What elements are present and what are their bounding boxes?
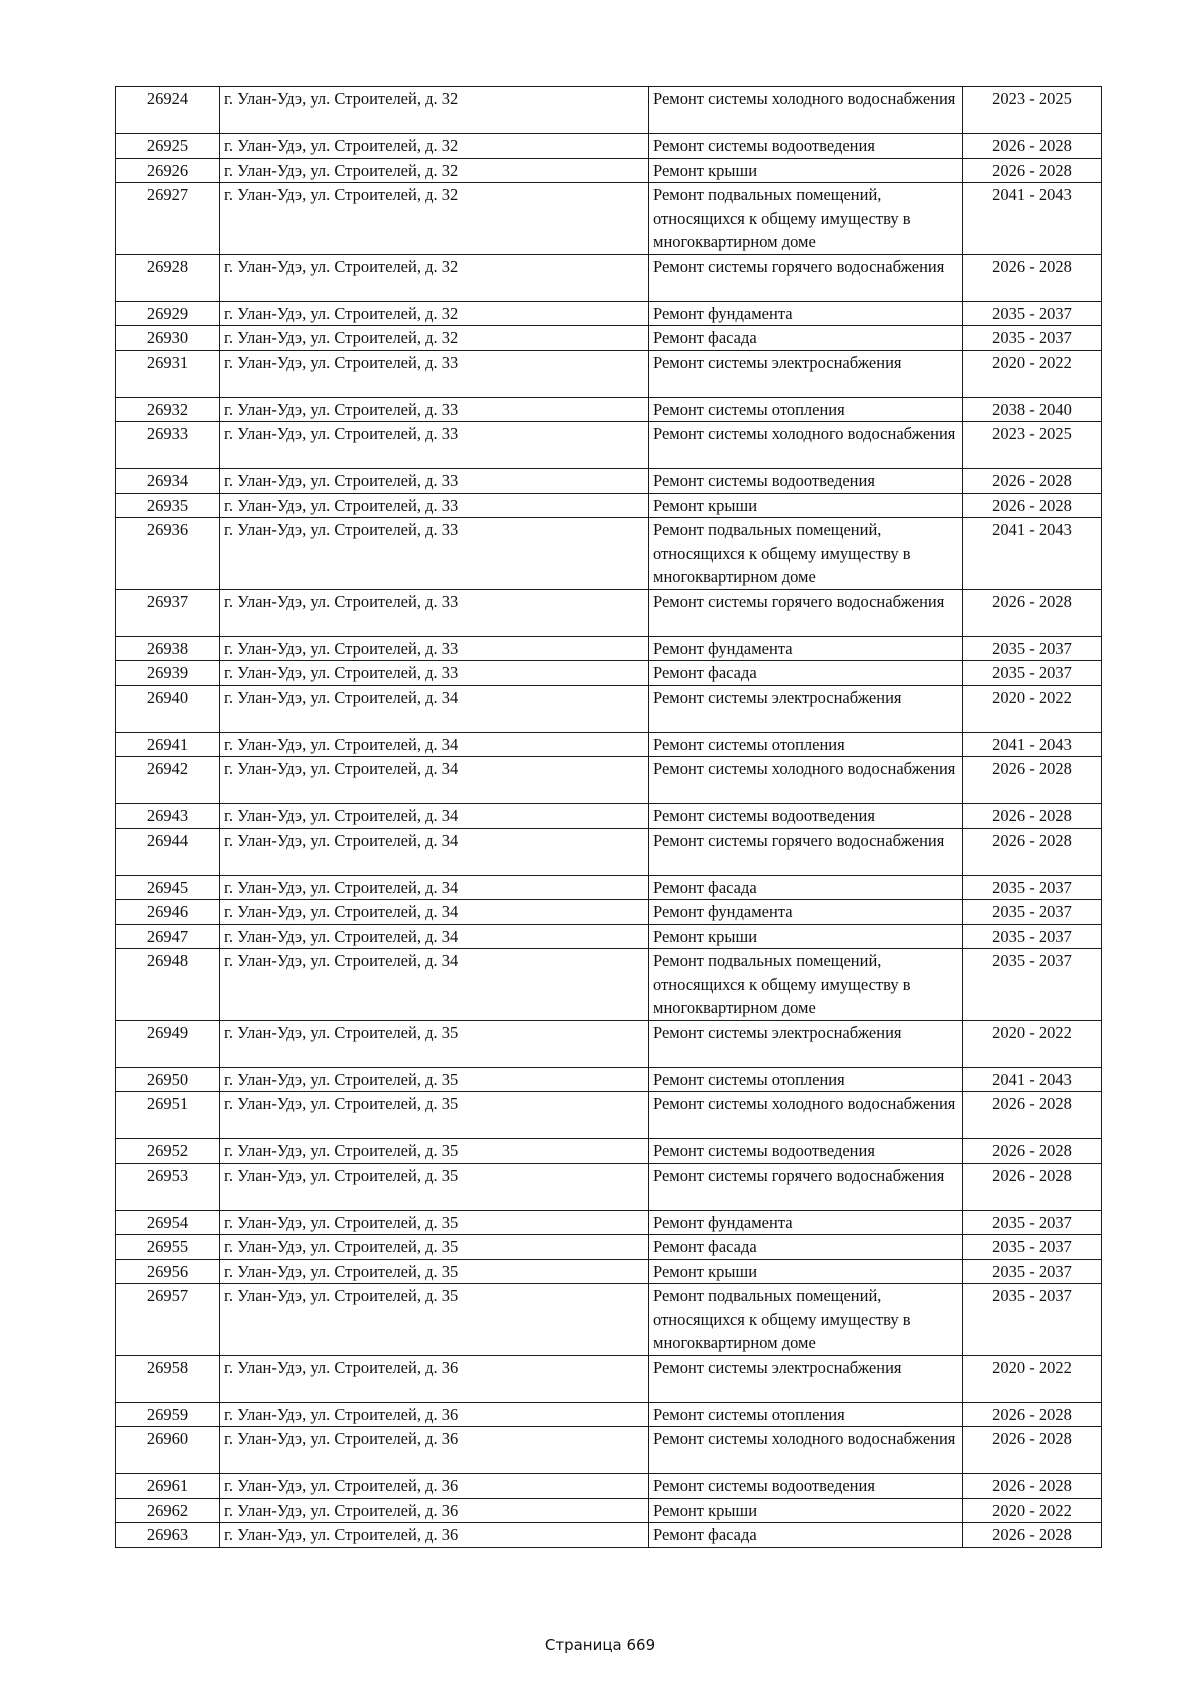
period-cell: 2023 - 2025 xyxy=(963,422,1102,469)
work-type-cell: Ремонт системы отопления xyxy=(649,397,963,422)
table-row xyxy=(116,422,1102,469)
row-number-cell: 26951 xyxy=(116,1092,220,1139)
table-row xyxy=(116,1092,1102,1139)
work-type-cell: Ремонт системы холодного водоснабжения xyxy=(649,87,963,134)
row-number-cell: 26925 xyxy=(116,134,220,159)
work-type-cell: Ремонт фундамента xyxy=(649,900,963,925)
period-cell: 2035 - 2037 xyxy=(963,949,1102,1021)
row-number-cell: 26928 xyxy=(116,254,220,301)
period-cell: 2020 - 2022 xyxy=(963,1498,1102,1523)
address-cell: г. Улан-Удэ, ул. Строителей, д. 35 xyxy=(220,1259,649,1284)
period-cell: 2041 - 2043 xyxy=(963,183,1102,255)
repair-schedule-table xyxy=(115,86,1102,1548)
period-cell: 2026 - 2028 xyxy=(963,1092,1102,1139)
table-row xyxy=(116,87,1102,134)
period-cell: 2026 - 2028 xyxy=(963,254,1102,301)
period-cell: 2035 - 2037 xyxy=(963,1235,1102,1260)
table-row xyxy=(116,1067,1102,1092)
address-cell: г. Улан-Удэ, ул. Строителей, д. 35 xyxy=(220,1139,649,1164)
row-number-cell: 26952 xyxy=(116,1139,220,1164)
address-cell: г. Улан-Удэ, ул. Строителей, д. 33 xyxy=(220,589,649,636)
table-row xyxy=(116,900,1102,925)
row-number-cell: 26962 xyxy=(116,1498,220,1523)
address-cell: г. Улан-Удэ, ул. Строителей, д. 32 xyxy=(220,183,649,255)
work-type-cell: Ремонт системы электроснабжения xyxy=(649,685,963,732)
work-type-cell: Ремонт подвальных помещений, относящихся к общему имуществу в многоквартирном доме xyxy=(649,183,963,255)
period-cell: 2026 - 2028 xyxy=(963,1163,1102,1210)
row-number-cell: 26948 xyxy=(116,949,220,1021)
row-number-cell: 26943 xyxy=(116,804,220,829)
address-cell: г. Улан-Удэ, ул. Строителей, д. 33 xyxy=(220,397,649,422)
row-number-cell: 26957 xyxy=(116,1284,220,1356)
address-cell: г. Улан-Удэ, ул. Строителей, д. 34 xyxy=(220,685,649,732)
period-cell: 2035 - 2037 xyxy=(963,1259,1102,1284)
table-row xyxy=(116,183,1102,255)
table-row xyxy=(116,732,1102,757)
work-type-cell: Ремонт системы горячего водоснабжения xyxy=(649,589,963,636)
work-type-cell: Ремонт крыши xyxy=(649,493,963,518)
table-row xyxy=(116,661,1102,686)
work-type-cell: Ремонт крыши xyxy=(649,1498,963,1523)
row-number-cell: 26938 xyxy=(116,636,220,661)
work-type-cell: Ремонт системы водоотведения xyxy=(649,134,963,159)
period-cell: 2035 - 2037 xyxy=(963,900,1102,925)
address-cell: г. Улан-Удэ, ул. Строителей, д. 36 xyxy=(220,1474,649,1499)
row-number-cell: 26963 xyxy=(116,1523,220,1548)
address-cell: г. Улан-Удэ, ул. Строителей, д. 36 xyxy=(220,1355,649,1402)
address-cell: г. Улан-Удэ, ул. Строителей, д. 35 xyxy=(220,1284,649,1356)
period-cell: 2026 - 2028 xyxy=(963,757,1102,804)
row-number-cell: 26936 xyxy=(116,518,220,590)
table-row xyxy=(116,1020,1102,1067)
period-cell: 2035 - 2037 xyxy=(963,1284,1102,1356)
table-row xyxy=(116,636,1102,661)
period-cell: 2026 - 2028 xyxy=(963,493,1102,518)
table-row xyxy=(116,1139,1102,1164)
address-cell: г. Улан-Удэ, ул. Строителей, д. 35 xyxy=(220,1210,649,1235)
address-cell: г. Улан-Удэ, ул. Строителей, д. 33 xyxy=(220,422,649,469)
address-cell: г. Улан-Удэ, ул. Строителей, д. 32 xyxy=(220,326,649,351)
row-number-cell: 26960 xyxy=(116,1427,220,1474)
row-number-cell: 26958 xyxy=(116,1355,220,1402)
address-cell: г. Улан-Удэ, ул. Строителей, д. 33 xyxy=(220,493,649,518)
work-type-cell: Ремонт фундамента xyxy=(649,1210,963,1235)
address-cell: г. Улан-Удэ, ул. Строителей, д. 32 xyxy=(220,134,649,159)
work-type-cell: Ремонт системы отопления xyxy=(649,1067,963,1092)
work-type-cell: Ремонт системы отопления xyxy=(649,1402,963,1427)
address-cell: г. Улан-Удэ, ул. Строителей, д. 33 xyxy=(220,518,649,590)
table-row xyxy=(116,134,1102,159)
table-row xyxy=(116,158,1102,183)
work-type-cell: Ремонт системы электроснабжения xyxy=(649,350,963,397)
table-body xyxy=(116,87,1102,1548)
address-cell: г. Улан-Удэ, ул. Строителей, д. 34 xyxy=(220,757,649,804)
table-row xyxy=(116,828,1102,875)
work-type-cell: Ремонт системы холодного водоснабжения xyxy=(649,1092,963,1139)
work-type-cell: Ремонт фундамента xyxy=(649,301,963,326)
table-row xyxy=(116,875,1102,900)
table-row xyxy=(116,254,1102,301)
table-row xyxy=(116,924,1102,949)
period-cell: 2023 - 2025 xyxy=(963,87,1102,134)
address-cell: г. Улан-Удэ, ул. Строителей, д. 33 xyxy=(220,661,649,686)
period-cell: 2035 - 2037 xyxy=(963,636,1102,661)
period-cell: 2020 - 2022 xyxy=(963,685,1102,732)
address-cell: г. Улан-Удэ, ул. Строителей, д. 35 xyxy=(220,1092,649,1139)
work-type-cell: Ремонт фасада xyxy=(649,1523,963,1548)
period-cell: 2026 - 2028 xyxy=(963,134,1102,159)
table-row xyxy=(116,1498,1102,1523)
table-row xyxy=(116,397,1102,422)
period-cell: 2041 - 2043 xyxy=(963,518,1102,590)
work-type-cell: Ремонт подвальных помещений, относящихся к общему имуществу в многоквартирном доме xyxy=(649,518,963,590)
period-cell: 2035 - 2037 xyxy=(963,661,1102,686)
period-cell: 2038 - 2040 xyxy=(963,397,1102,422)
work-type-cell: Ремонт фасада xyxy=(649,326,963,351)
row-number-cell: 26927 xyxy=(116,183,220,255)
period-cell: 2035 - 2037 xyxy=(963,301,1102,326)
row-number-cell: 26956 xyxy=(116,1259,220,1284)
row-number-cell: 26932 xyxy=(116,397,220,422)
table-row xyxy=(116,589,1102,636)
table-row xyxy=(116,1355,1102,1402)
work-type-cell: Ремонт системы водоотведения xyxy=(649,804,963,829)
table-row xyxy=(116,469,1102,494)
table-row xyxy=(116,685,1102,732)
table-row xyxy=(116,518,1102,590)
period-cell: 2026 - 2028 xyxy=(963,1474,1102,1499)
address-cell: г. Улан-Удэ, ул. Строителей, д. 33 xyxy=(220,636,649,661)
address-cell: г. Улан-Удэ, ул. Строителей, д. 36 xyxy=(220,1523,649,1548)
address-cell: г. Улан-Удэ, ул. Строителей, д. 34 xyxy=(220,924,649,949)
address-cell: г. Улан-Удэ, ул. Строителей, д. 35 xyxy=(220,1163,649,1210)
table-row xyxy=(116,350,1102,397)
row-number-cell: 26934 xyxy=(116,469,220,494)
row-number-cell: 26945 xyxy=(116,875,220,900)
address-cell: г. Улан-Удэ, ул. Строителей, д. 36 xyxy=(220,1498,649,1523)
work-type-cell: Ремонт системы холодного водоснабжения xyxy=(649,757,963,804)
work-type-cell: Ремонт системы водоотведения xyxy=(649,1474,963,1499)
period-cell: 2035 - 2037 xyxy=(963,875,1102,900)
table-row xyxy=(116,804,1102,829)
row-number-cell: 26929 xyxy=(116,301,220,326)
address-cell: г. Улан-Удэ, ул. Строителей, д. 34 xyxy=(220,875,649,900)
work-type-cell: Ремонт системы водоотведения xyxy=(649,469,963,494)
address-cell: г. Улан-Удэ, ул. Строителей, д. 34 xyxy=(220,949,649,1021)
table-row xyxy=(116,1523,1102,1548)
table-row xyxy=(116,493,1102,518)
row-number-cell: 26959 xyxy=(116,1402,220,1427)
period-cell: 2020 - 2022 xyxy=(963,1355,1102,1402)
work-type-cell: Ремонт подвальных помещений, относящихся к общему имуществу в многоквартирном доме xyxy=(649,949,963,1021)
table-row xyxy=(116,1474,1102,1499)
address-cell: г. Улан-Удэ, ул. Строителей, д. 32 xyxy=(220,158,649,183)
row-number-cell: 26935 xyxy=(116,493,220,518)
work-type-cell: Ремонт подвальных помещений, относящихся к общему имуществу в многоквартирном доме xyxy=(649,1284,963,1356)
period-cell: 2035 - 2037 xyxy=(963,1210,1102,1235)
row-number-cell: 26933 xyxy=(116,422,220,469)
work-type-cell: Ремонт системы горячего водоснабжения xyxy=(649,1163,963,1210)
work-type-cell: Ремонт системы электроснабжения xyxy=(649,1355,963,1402)
work-type-cell: Ремонт системы электроснабжения xyxy=(649,1020,963,1067)
address-cell: г. Улан-Удэ, ул. Строителей, д. 34 xyxy=(220,900,649,925)
address-cell: г. Улан-Удэ, ул. Строителей, д. 32 xyxy=(220,87,649,134)
address-cell: г. Улан-Удэ, ул. Строителей, д. 35 xyxy=(220,1067,649,1092)
table-row xyxy=(116,301,1102,326)
row-number-cell: 26931 xyxy=(116,350,220,397)
address-cell: г. Улан-Удэ, ул. Строителей, д. 32 xyxy=(220,254,649,301)
period-cell: 2026 - 2028 xyxy=(963,804,1102,829)
row-number-cell: 26950 xyxy=(116,1067,220,1092)
row-number-cell: 26946 xyxy=(116,900,220,925)
row-number-cell: 26930 xyxy=(116,326,220,351)
table-row xyxy=(116,1259,1102,1284)
work-type-cell: Ремонт фасада xyxy=(649,661,963,686)
address-cell: г. Улан-Удэ, ул. Строителей, д. 34 xyxy=(220,804,649,829)
address-cell: г. Улан-Удэ, ул. Строителей, д. 36 xyxy=(220,1427,649,1474)
period-cell: 2041 - 2043 xyxy=(963,732,1102,757)
period-cell: 2026 - 2028 xyxy=(963,1139,1102,1164)
row-number-cell: 26953 xyxy=(116,1163,220,1210)
table-row xyxy=(116,1235,1102,1260)
period-cell: 2026 - 2028 xyxy=(963,1427,1102,1474)
table-row xyxy=(116,1284,1102,1356)
period-cell: 2020 - 2022 xyxy=(963,1020,1102,1067)
table-row xyxy=(116,326,1102,351)
work-type-cell: Ремонт системы холодного водоснабжения xyxy=(649,1427,963,1474)
table-row xyxy=(116,1163,1102,1210)
period-cell: 2041 - 2043 xyxy=(963,1067,1102,1092)
period-cell: 2020 - 2022 xyxy=(963,350,1102,397)
work-type-cell: Ремонт системы горячего водоснабжения xyxy=(649,828,963,875)
row-number-cell: 26955 xyxy=(116,1235,220,1260)
period-cell: 2026 - 2028 xyxy=(963,1523,1102,1548)
row-number-cell: 26949 xyxy=(116,1020,220,1067)
table-row xyxy=(116,949,1102,1021)
address-cell: г. Улан-Удэ, ул. Строителей, д. 35 xyxy=(220,1235,649,1260)
address-cell: г. Улан-Удэ, ул. Строителей, д. 34 xyxy=(220,828,649,875)
row-number-cell: 26942 xyxy=(116,757,220,804)
work-type-cell: Ремонт системы холодного водоснабжения xyxy=(649,422,963,469)
row-number-cell: 26940 xyxy=(116,685,220,732)
period-cell: 2026 - 2028 xyxy=(963,828,1102,875)
work-type-cell: Ремонт фасада xyxy=(649,875,963,900)
table-row xyxy=(116,1427,1102,1474)
period-cell: 2035 - 2037 xyxy=(963,924,1102,949)
period-cell: 2026 - 2028 xyxy=(963,589,1102,636)
work-type-cell: Ремонт системы водоотведения xyxy=(649,1139,963,1164)
work-type-cell: Ремонт фасада xyxy=(649,1235,963,1260)
row-number-cell: 26961 xyxy=(116,1474,220,1499)
address-cell: г. Улан-Удэ, ул. Строителей, д. 35 xyxy=(220,1020,649,1067)
row-number-cell: 26926 xyxy=(116,158,220,183)
row-number-cell: 26954 xyxy=(116,1210,220,1235)
work-type-cell: Ремонт крыши xyxy=(649,158,963,183)
address-cell: г. Улан-Удэ, ул. Строителей, д. 33 xyxy=(220,469,649,494)
row-number-cell: 26944 xyxy=(116,828,220,875)
table-row xyxy=(116,1402,1102,1427)
table-row xyxy=(116,757,1102,804)
address-cell: г. Улан-Удэ, ул. Строителей, д. 33 xyxy=(220,350,649,397)
address-cell: г. Улан-Удэ, ул. Строителей, д. 34 xyxy=(220,732,649,757)
period-cell: 2026 - 2028 xyxy=(963,1402,1102,1427)
work-type-cell: Ремонт системы отопления xyxy=(649,732,963,757)
work-type-cell: Ремонт фундамента xyxy=(649,636,963,661)
period-cell: 2026 - 2028 xyxy=(963,158,1102,183)
row-number-cell: 26941 xyxy=(116,732,220,757)
row-number-cell: 26924 xyxy=(116,87,220,134)
page-number: Страница 669 xyxy=(544,1636,656,1654)
period-cell: 2035 - 2037 xyxy=(963,326,1102,351)
work-type-cell: Ремонт крыши xyxy=(649,1259,963,1284)
table-row xyxy=(116,1210,1102,1235)
period-cell: 2026 - 2028 xyxy=(963,469,1102,494)
row-number-cell: 26939 xyxy=(116,661,220,686)
address-cell: г. Улан-Удэ, ул. Строителей, д. 36 xyxy=(220,1402,649,1427)
row-number-cell: 26937 xyxy=(116,589,220,636)
work-type-cell: Ремонт системы горячего водоснабжения xyxy=(649,254,963,301)
address-cell: г. Улан-Удэ, ул. Строителей, д. 32 xyxy=(220,301,649,326)
work-type-cell: Ремонт крыши xyxy=(649,924,963,949)
row-number-cell: 26947 xyxy=(116,924,220,949)
